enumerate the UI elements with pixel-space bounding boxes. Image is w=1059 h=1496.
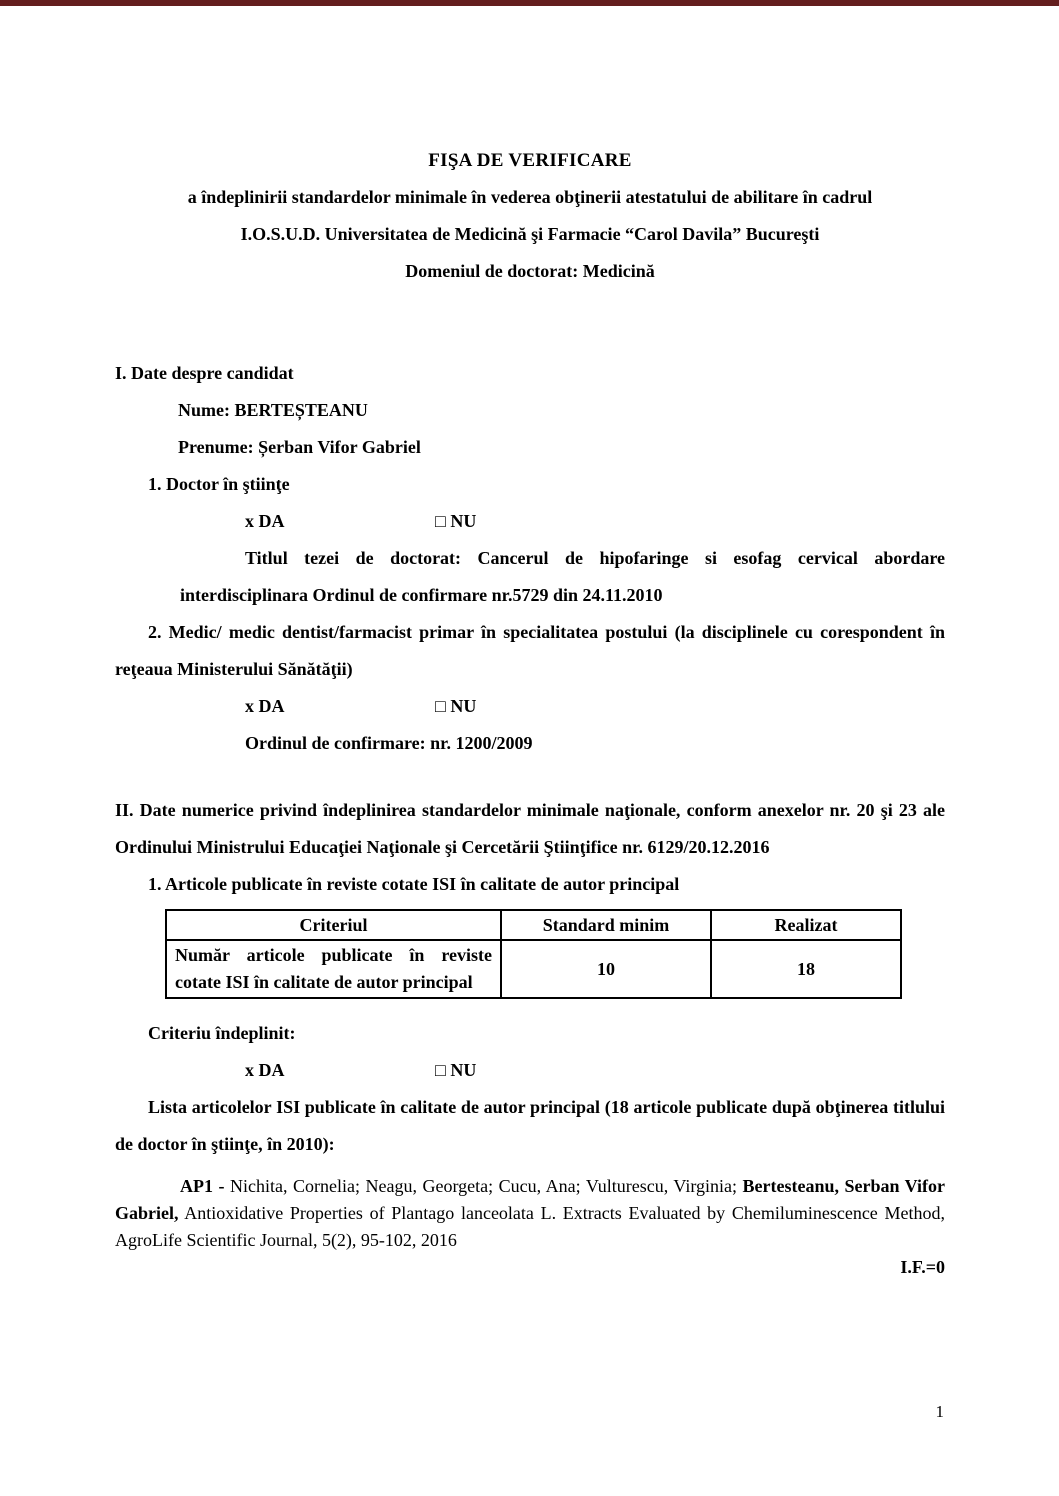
section-2-sub-1-heading: 1. Articole publicate în reviste cotate ISI în calitate de autor principal [148, 874, 680, 894]
nu-unchecked-option: □ NU [435, 511, 477, 531]
table-cell-realizat: 18 [711, 940, 901, 998]
nu-unchecked-option: □ NU [435, 1060, 477, 1080]
spacer [115, 762, 945, 792]
item-2-options-row [245, 688, 945, 725]
table-row [166, 940, 901, 998]
criteriu-indeplinit-label: Criteriu îndeplinit: [148, 1023, 296, 1043]
article-ap1: AP1 - Nichita, Cornelia; Neagu, Georgeta; Cucu, Ana; Vulturescu, Virginia; Bertesteanu, Serban Vifor Gabriel, Antioxidative Properties of Plantago lanceolata L. Extracts Evaluated by Chemiluminescence Method, AgroLife Scientific Journal, 5(2), 95-102, 2016 [115, 1176, 945, 1250]
confirmation-order: Ordinul de confirmare: nr. 1200/2009 [245, 733, 533, 753]
table-header-row [166, 910, 901, 940]
document-subtitle-line-1: a îndeplinirii standardelor minimale în vederea obţinerii atestatului de abilitare în cadrul [187, 187, 873, 207]
item-1-label: 1. Doctor în ştiinţe [148, 474, 290, 494]
spacer [115, 290, 945, 355]
document-content [115, 142, 945, 1281]
page-number: 1 [935, 1402, 944, 1421]
criteria-table [165, 909, 902, 999]
da-checked-option: x DA [245, 511, 285, 531]
nu-unchecked-option: □ NU [435, 696, 477, 716]
item-2-label: 2. Medic/ medic dentist/farmacist primar în specialitatea postului (la disciplinele cu corespondent în reţeaua Ministerului Sănătăţii) [115, 622, 945, 679]
table-header-standard-minim: Standard minim [501, 910, 711, 940]
thesis-title: Titlul tezei de doctorat: Cancerul de hipofaringe si esofag cervical abordare interdisciplinara Ordinul de confirmare nr.5729 din 24.11.2010 [180, 548, 945, 605]
top-edge-bar [0, 0, 1059, 6]
item-1-options-row [245, 503, 945, 540]
table-cell-criteriul: Număr articole publicate în reviste cotate ISI în calitate de autor principal [166, 940, 501, 998]
candidate-first-name: Prenume: Șerban Vifor Gabriel [178, 437, 421, 457]
da-checked-option: x DA [245, 1060, 285, 1080]
section-2-heading: II. Date numerice privind îndeplinirea standardelor minimale naţionale, conform anexelor nr. 20 şi 23 ale Ordinului Ministrului Educaţiei Naţionale şi Cercetării Ştiinţifice nr. 6129/20.12.2016 [115, 800, 945, 857]
da-checked-option: x DA [245, 696, 285, 716]
section-1-heading: I. Date despre candidat [115, 363, 294, 383]
table-header-realizat: Realizat [711, 910, 901, 940]
criteriu-options-row [245, 1052, 945, 1089]
table-cell-standard-minim: 10 [501, 940, 711, 998]
table-header-criteriul: Criteriul [166, 910, 501, 940]
isi-list-heading: Lista articolelor ISI publicate în calitate de autor principal (18 articole publicate după obţinerea titlului de doctor în ştiinţe, în 2010): [115, 1097, 945, 1154]
document-subtitle-line-3: Domeniul de doctorat: Medicină [405, 261, 655, 281]
candidate-last-name: Nume: BERTEȘTEANU [178, 400, 368, 420]
document-subtitle-line-2: I.O.S.U.D. Universitatea de Medicină şi Farmacie “Carol Davila” Bucureşti [240, 224, 820, 244]
article-ap1-impact-factor: I.F.=0 [900, 1257, 945, 1277]
document-title: FIŞA DE VERIFICARE [428, 150, 632, 171]
